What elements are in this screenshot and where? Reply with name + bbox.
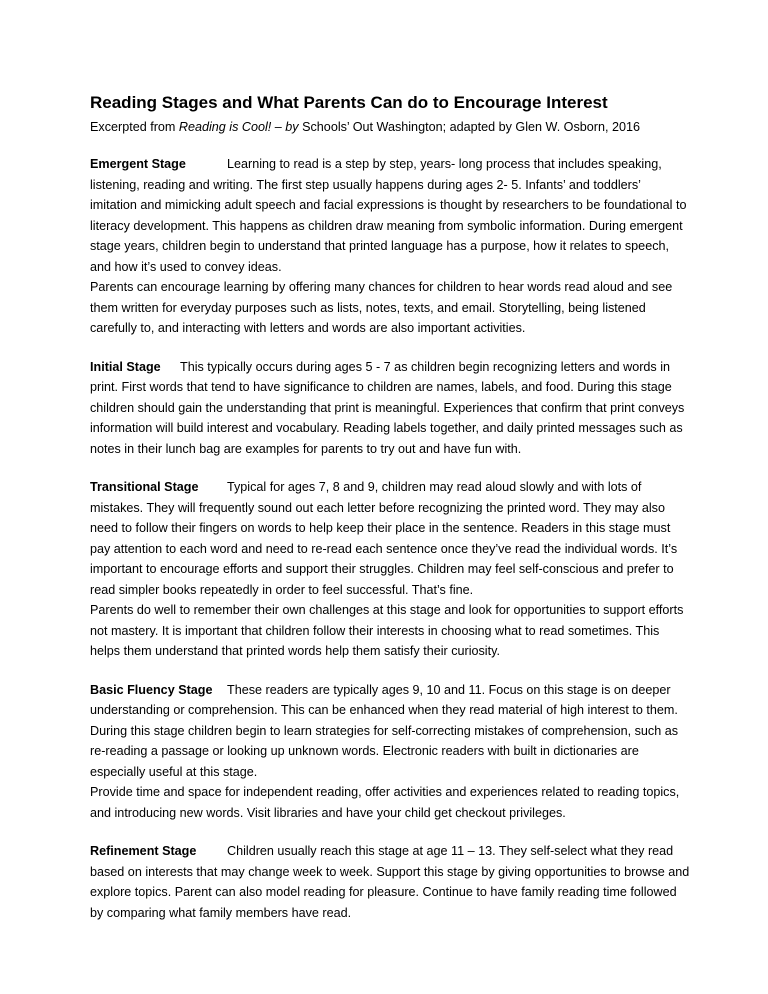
stage-heading: Transitional Stage: [90, 480, 199, 494]
paragraph-text: These readers are typically ages 9, 10 and 11. Focus on this stage is on deeper understanding or comprehension. This can be enhanced when they read material of high interest to them. During this stage children begin to learn strategies for self-correcting mistakes of comprehension, such as re-reading a passage or looking up unknown words. Electronic readers with built in dictionaries are especially useful at this stage.: [90, 682, 678, 779]
section-paragraph: [90, 357, 690, 460]
stage-heading: Emergent Stage: [90, 157, 186, 171]
document-title: Reading Stages and What Parents Can do to Encourage Interest: [90, 93, 608, 112]
section-paragraph: [90, 841, 690, 923]
subtitle-book-title: Reading is Cool! – by: [178, 120, 299, 134]
subtitle-suffix: Schools’ Out Washington; adapted by Glen W. Osborn, 2016: [298, 120, 640, 134]
section-emergent-stage: [90, 154, 690, 339]
section-transitional-stage: [90, 477, 690, 662]
paragraph-text: Children usually reach this stage at age 11 – 13. They self-select what they read based on interests that may change week to week. Support this stage by giving opportunities to browse and explore topics. Parent can also model reading for pleasure. Continue to have family reading time followed by comparing what family members have read.: [90, 844, 690, 920]
paragraph-text: Typical for ages 7, 8 and 9, children may read aloud slowly and with lots of mistakes. They will frequently sound out each letter before recognizing the printed word. They may also need to follow their fingers on words to help keep their place in the sentence. Readers in this stage must pay attention to each word and need to re-read each sentence once they’ve read the individual words. It’s important to encourage efforts and support their struggles. Children may feel self-conscious and prefer to read simpler books repeatedly in order to feel successful. That’s fine.: [90, 480, 678, 597]
paragraph-text: Learning to read is a step by step, years- long process that includes speaking, listening, reading and writing. The first step usually happens during ages 2- 5. Infants’ and toddlers’ imitation and mimicking adult speech and facial expressions is thought by researchers to be foundational to literacy development. This happens as children draw meaning from symbolic information. During emergent stage years, children begin to understand that printed language has a purpose, how it relates to speech, and how it’s used to convey ideas.: [90, 157, 687, 274]
section-basic-fluency-stage: [90, 680, 690, 824]
stage-heading: Basic Fluency Stage: [90, 682, 213, 697]
stage-heading: Initial Stage: [90, 359, 161, 374]
section-paragraph: Parents can encourage learning by offering many chances for children to hear words read aloud and see them written for everyday purposes such as lists, notes, texts, and email. Storytelling, being listened carefully to, and interacting with letters and words are also important activities.: [90, 280, 673, 335]
subtitle-prefix: Excerpted from: [90, 120, 179, 134]
section-paragraph: [90, 680, 690, 783]
section-paragraph: Parents do well to remember their own challenges at this stage and look for opportunities to support efforts not mastery. It is important that children follow their interests in choosing what to read sometimes. This helps them understand that printed words help them satisfy their curiosity.: [90, 603, 684, 658]
document-subtitle: [90, 118, 690, 136]
section-initial-stage: [90, 357, 690, 460]
section-paragraph: [90, 154, 690, 277]
stage-heading: Refinement Stage: [90, 844, 197, 858]
section-paragraph: [90, 477, 690, 600]
document-page: [90, 92, 690, 941]
section-paragraph: Provide time and space for independent reading, offer activities and experiences related to reading topics, and introducing new words. Visit libraries and have your child get checkout privileges.: [90, 785, 680, 820]
paragraph-text: This typically occurs during ages 5 - 7 as children begin recognizing letters and words in print. First words that tend to have significance to children are names, labels, and food. During this stage children should gain the understanding that print is meaningful. Experiences that confirm that print conveys information will build interest and vocabulary. Reading labels together, and daily printed messages such as notes in their lunch bag are examples for parents to try out and have fun with.: [90, 359, 685, 456]
section-refinement-stage: [90, 841, 690, 923]
